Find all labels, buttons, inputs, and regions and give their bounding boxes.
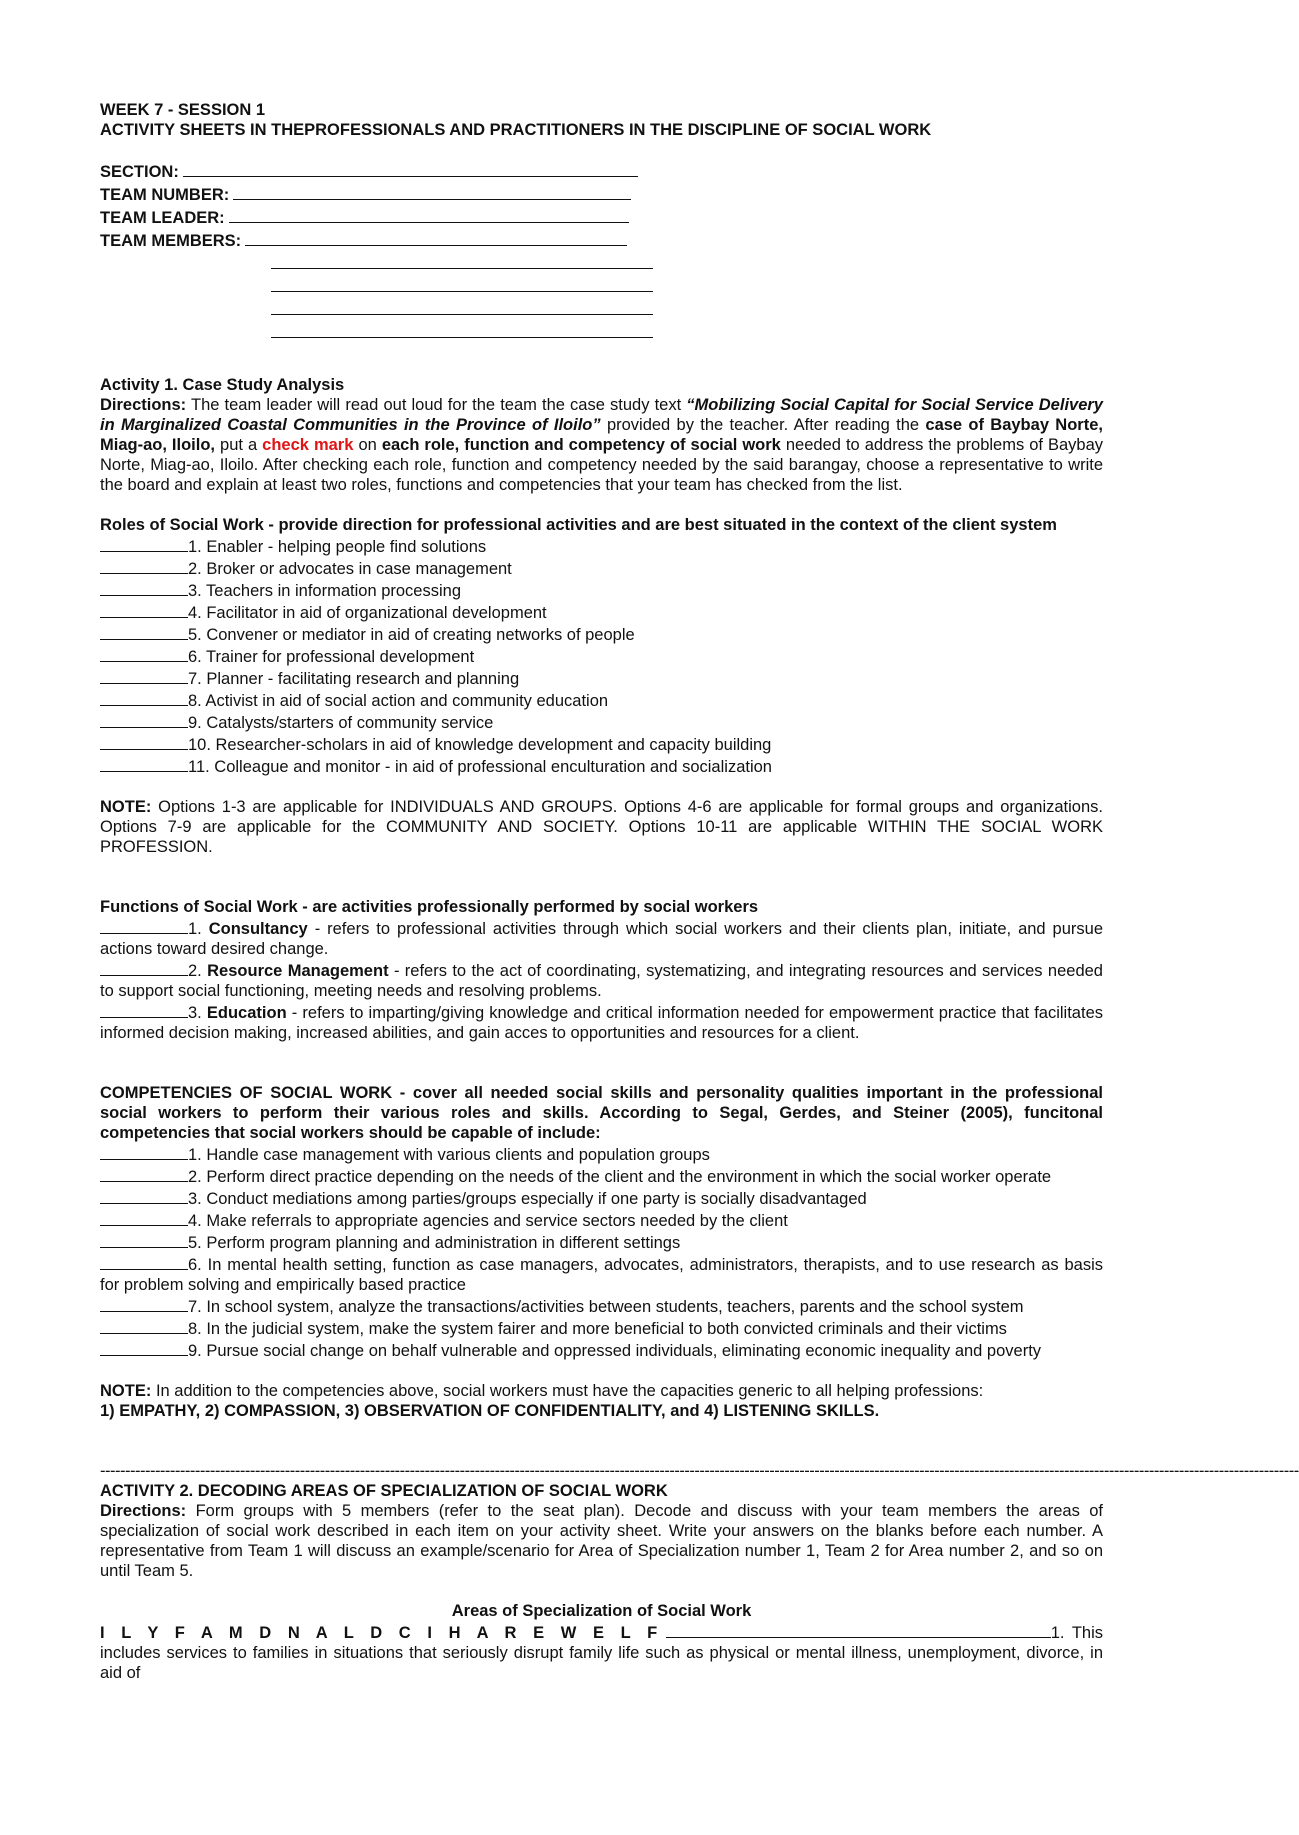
- function-text: - refers to imparting/giving knowledge and critical information needed for empowerment practice that facilitates informed decision making, increased abilities, and gain acces to opportunities and resources for a client.: [100, 1004, 1103, 1042]
- role-answer-blank[interactable]: [100, 535, 188, 552]
- competency-item: [100, 1165, 1103, 1187]
- competency-item: [100, 1187, 1103, 1209]
- activity-sheet-title: ACTIVITY SHEETS IN THEPROFESSIONALS AND PRACTITIONERS IN THE DISCIPLINE OF SOCIAL WORK: [100, 121, 932, 139]
- role-item: [100, 667, 1103, 689]
- team-member-blank[interactable]: [271, 321, 653, 338]
- competency-text: 1. Handle case management with various clients and population groups: [188, 1146, 710, 1164]
- note-label: NOTE:: [100, 798, 152, 816]
- directions-text: on: [358, 436, 377, 454]
- competency-text: 3. Conduct mediations among parties/groups especially if one party is socially disadvantaged: [188, 1190, 867, 1208]
- role-item: [100, 557, 1103, 579]
- competency-answer-blank[interactable]: [100, 1339, 188, 1356]
- helping-capacities: 1) EMPATHY, 2) COMPASSION, 3) OBSERVATION OF CONFIDENTIALITY, and 4) LISTENING SKILLS.: [100, 1402, 880, 1420]
- role-answer-blank[interactable]: [100, 755, 188, 772]
- team-number-blank[interactable]: [233, 183, 631, 200]
- role-item: [100, 733, 1103, 755]
- role-answer-blank[interactable]: [100, 579, 188, 596]
- activity2-title: ACTIVITY 2. DECODING AREAS OF SPECIALIZATION OF SOCIAL WORK: [100, 1482, 668, 1500]
- function-item: [100, 1001, 1103, 1043]
- case-location: case of Baybay Norte, Miag-ao, Iloilo,: [100, 416, 1103, 454]
- function-answer-blank[interactable]: [100, 917, 188, 934]
- role-answer-blank[interactable]: [100, 711, 188, 728]
- competency-item: [100, 1317, 1103, 1339]
- function-answer-blank[interactable]: [100, 1001, 188, 1018]
- competency-text: 6. In mental health setting, function as case managers, advocates, administrators, therapists, and to use research as basis for problem solving and empirically based practice: [100, 1256, 1103, 1294]
- role-answer-blank[interactable]: [100, 689, 188, 706]
- role-item: [100, 623, 1103, 645]
- competency-item: [100, 1295, 1103, 1317]
- section-label: SECTION:: [100, 163, 179, 181]
- role-item: [100, 711, 1103, 733]
- functions-heading: Functions of Social Work - are activities professionally performed by social workers: [100, 898, 759, 916]
- role-answer-blank[interactable]: [100, 601, 188, 618]
- competency-item: [100, 1231, 1103, 1253]
- worksheet-page: [100, 100, 1299, 1683]
- directions-label: Directions:: [100, 1502, 187, 1520]
- directions-text: The team leader will read out loud for the team the case study text: [191, 396, 682, 414]
- areas-heading: Areas of Specialization of Social Work: [451, 1602, 752, 1620]
- competency-text: 4. Make referrals to appropriate agencies and service sectors needed by the client: [188, 1212, 788, 1230]
- competency-answer-blank[interactable]: [100, 1165, 188, 1182]
- area-answer-blank[interactable]: [666, 1621, 1051, 1638]
- team-members-label: TEAM MEMBERS:: [100, 232, 242, 250]
- function-item: [100, 917, 1103, 959]
- team-member-blank[interactable]: [245, 229, 627, 246]
- roles-heading: Roles of Social Work - provide direction for professional activities and are best situated in the context of the client system: [100, 516, 1057, 534]
- directions-text: needed to address the problems of Baybay Norte, Miag-ao, Iloilo. After checking each role, function and competency needed by the said barangay, choose a representative to write the board and explain at least two roles, functions and competencies that your team has checked from the list.: [100, 436, 1104, 494]
- role-item: [100, 579, 1103, 601]
- competency-answer-blank[interactable]: [100, 1295, 188, 1312]
- function-number: 2.: [188, 962, 202, 980]
- section-row: [100, 160, 1103, 183]
- competency-item: [100, 1253, 1103, 1295]
- team-member-blank[interactable]: [271, 275, 653, 292]
- team-leader-label: TEAM LEADER:: [100, 209, 225, 227]
- team-members-extra-row: [100, 252, 1103, 275]
- function-term: Resource Management: [207, 962, 389, 980]
- area-text: to families in situations that seriously disrupt family life such as physical or mental illness, unemployment, divorce, in aid of: [100, 1644, 1104, 1682]
- note-text: In addition to the competencies above, social workers must have the capacities generic to all helping professions:: [155, 1382, 984, 1400]
- directions-text: provided by the teacher. After reading the: [606, 416, 920, 434]
- role-answer-blank[interactable]: [100, 623, 188, 640]
- team-member-blank[interactable]: [271, 252, 653, 269]
- check-mark-emphasis: check mark: [262, 436, 354, 454]
- roles-note: [100, 797, 1103, 857]
- role-function-competency-emphasis: each role, function and competency of social work: [381, 436, 781, 454]
- role-text: 7. Planner - facilitating research and planning: [188, 670, 520, 688]
- role-item: [100, 689, 1103, 711]
- team-members-extra-row: [100, 298, 1103, 321]
- competency-answer-blank[interactable]: [100, 1209, 188, 1226]
- role-text: 11. Colleague and monitor - in aid of professional enculturation and socialization: [188, 758, 772, 776]
- scrambled-code: I L Y F A M D N A L D C I H A R E W E L F: [100, 1624, 662, 1642]
- area-text: 1. This includes services: [100, 1624, 1103, 1662]
- role-item: [100, 601, 1103, 623]
- competency-answer-blank[interactable]: [100, 1253, 188, 1270]
- functions-list: [100, 917, 1103, 1043]
- team-leader-blank[interactable]: [229, 206, 629, 223]
- team-members-extra-row: [100, 321, 1103, 344]
- directions-label: Directions:: [100, 396, 187, 414]
- team-leader-row: [100, 206, 1103, 229]
- competency-answer-blank[interactable]: [100, 1143, 188, 1160]
- role-text: 6. Trainer for professional development: [188, 648, 475, 666]
- area-item: [100, 1621, 1103, 1683]
- competency-item: [100, 1209, 1103, 1231]
- competency-answer-blank[interactable]: [100, 1187, 188, 1204]
- role-text: 8. Activist in aid of social action and community education: [188, 692, 609, 710]
- case-study-title: “Mobilizing Social Capital for Social Service Delivery in Marginalized Coastal Communities in the Province of Iloilo”: [100, 396, 1103, 434]
- role-text: 3. Teachers in information processing: [188, 582, 462, 600]
- role-item: [100, 755, 1103, 777]
- role-text: 1. Enabler - helping people find solutions: [188, 538, 487, 556]
- function-text: - refers to professional activities through which social workers and their clients plan, initiate, and pursue actions toward desired change.: [100, 920, 1103, 958]
- role-text: 9. Catalysts/starters of community service: [188, 714, 494, 732]
- function-number: 1.: [188, 920, 202, 938]
- competency-text: 8. In the judicial system, make the system fairer and more beneficial to both convicted criminals and their victims: [188, 1320, 1007, 1338]
- function-text: - refers to the act of coordinating, systematizing, and integrating resources and services needed to support social functioning, meeting needs and resolving problems.: [100, 962, 1103, 1000]
- roles-list: [100, 535, 1103, 777]
- function-item: [100, 959, 1103, 1001]
- role-answer-blank[interactable]: [100, 733, 188, 750]
- role-answer-blank[interactable]: [100, 557, 188, 574]
- week-session-heading: WEEK 7 - SESSION 1: [100, 101, 266, 119]
- function-number: 3.: [188, 1004, 202, 1022]
- activity2-directions: [100, 1501, 1103, 1581]
- competencies-heading: COMPETENCIES OF SOCIAL WORK - cover all needed social skills and personality qualities important in the professional social workers to perform their various roles and skills. According to Segal, Gerdes, and Steiner (2005), funcitonal competencies that social workers should be capable of include:: [100, 1084, 1103, 1142]
- competency-text: 9. Pursue social change on behalf vulnerable and oppressed individuals, eliminating economic inequality and poverty: [188, 1342, 1042, 1360]
- role-text: 5. Convener or mediator in aid of creating networks of people: [188, 626, 635, 644]
- directions-text: Form groups with 5 members (refer to the seat plan). Decode and discuss with your team members the areas of specialization of social work described in each item on your activity sheet. Write your answers on the blanks before each number. A representative from Team 1 will discuss an example/scenario for Area of Specialization number 1, Team 2 for Area number 2, and so on until Team 5.: [100, 1502, 1103, 1580]
- note-label: NOTE:: [100, 1382, 152, 1400]
- role-text: 2. Broker or advocates in case management: [188, 560, 512, 578]
- function-answer-blank[interactable]: [100, 959, 188, 976]
- competency-text: 5. Perform program planning and administration in different settings: [188, 1234, 681, 1252]
- competencies-list: [100, 1143, 1103, 1361]
- section-divider: ------------------------------------------------------------------------------------------------------------------------------------------------------------------------------------------------------------------------------------------------: [100, 1462, 1299, 1480]
- role-item: [100, 645, 1103, 667]
- competency-text: 2. Perform direct practice depending on the needs of the client and the environment in which the social worker operate: [188, 1168, 1052, 1186]
- competencies-note: [100, 1381, 1103, 1401]
- role-text: 4. Facilitator in aid of organizational development: [188, 604, 547, 622]
- function-term: Consultancy: [208, 920, 308, 938]
- competency-answer-blank[interactable]: [100, 1317, 188, 1334]
- directions-text: put a: [220, 436, 258, 454]
- competency-item: [100, 1143, 1103, 1165]
- competency-answer-blank[interactable]: [100, 1231, 188, 1248]
- team-info-block: [100, 160, 1103, 344]
- team-number-label: TEAM NUMBER:: [100, 186, 230, 204]
- role-answer-blank[interactable]: [100, 645, 188, 662]
- activity1-directions: [100, 395, 1103, 495]
- activity1-title: Activity 1. Case Study Analysis: [100, 376, 345, 394]
- competency-item: [100, 1339, 1103, 1361]
- team-members-extra-row: [100, 275, 1103, 298]
- note-text: Options 1-3 are applicable for INDIVIDUALS AND GROUPS. Options 4-6 are applicable for formal groups and organizations. Options 7-9 are applicable for the COMMUNITY AND SOCIETY. Options 10-11 are applicable WITHIN THE SOCIAL WORK PROFESSION.: [100, 798, 1103, 856]
- role-answer-blank[interactable]: [100, 667, 188, 684]
- role-text: 10. Researcher-scholars in aid of knowledge development and capacity building: [188, 736, 772, 754]
- competency-text: 7. In school system, analyze the transactions/activities between students, teachers, parents and the school system: [188, 1298, 1024, 1316]
- function-term: Education: [206, 1004, 287, 1022]
- role-item: [100, 535, 1103, 557]
- team-members-row: [100, 229, 1103, 252]
- section-blank[interactable]: [183, 160, 638, 177]
- team-member-blank[interactable]: [271, 298, 653, 315]
- team-number-row: [100, 183, 1103, 206]
